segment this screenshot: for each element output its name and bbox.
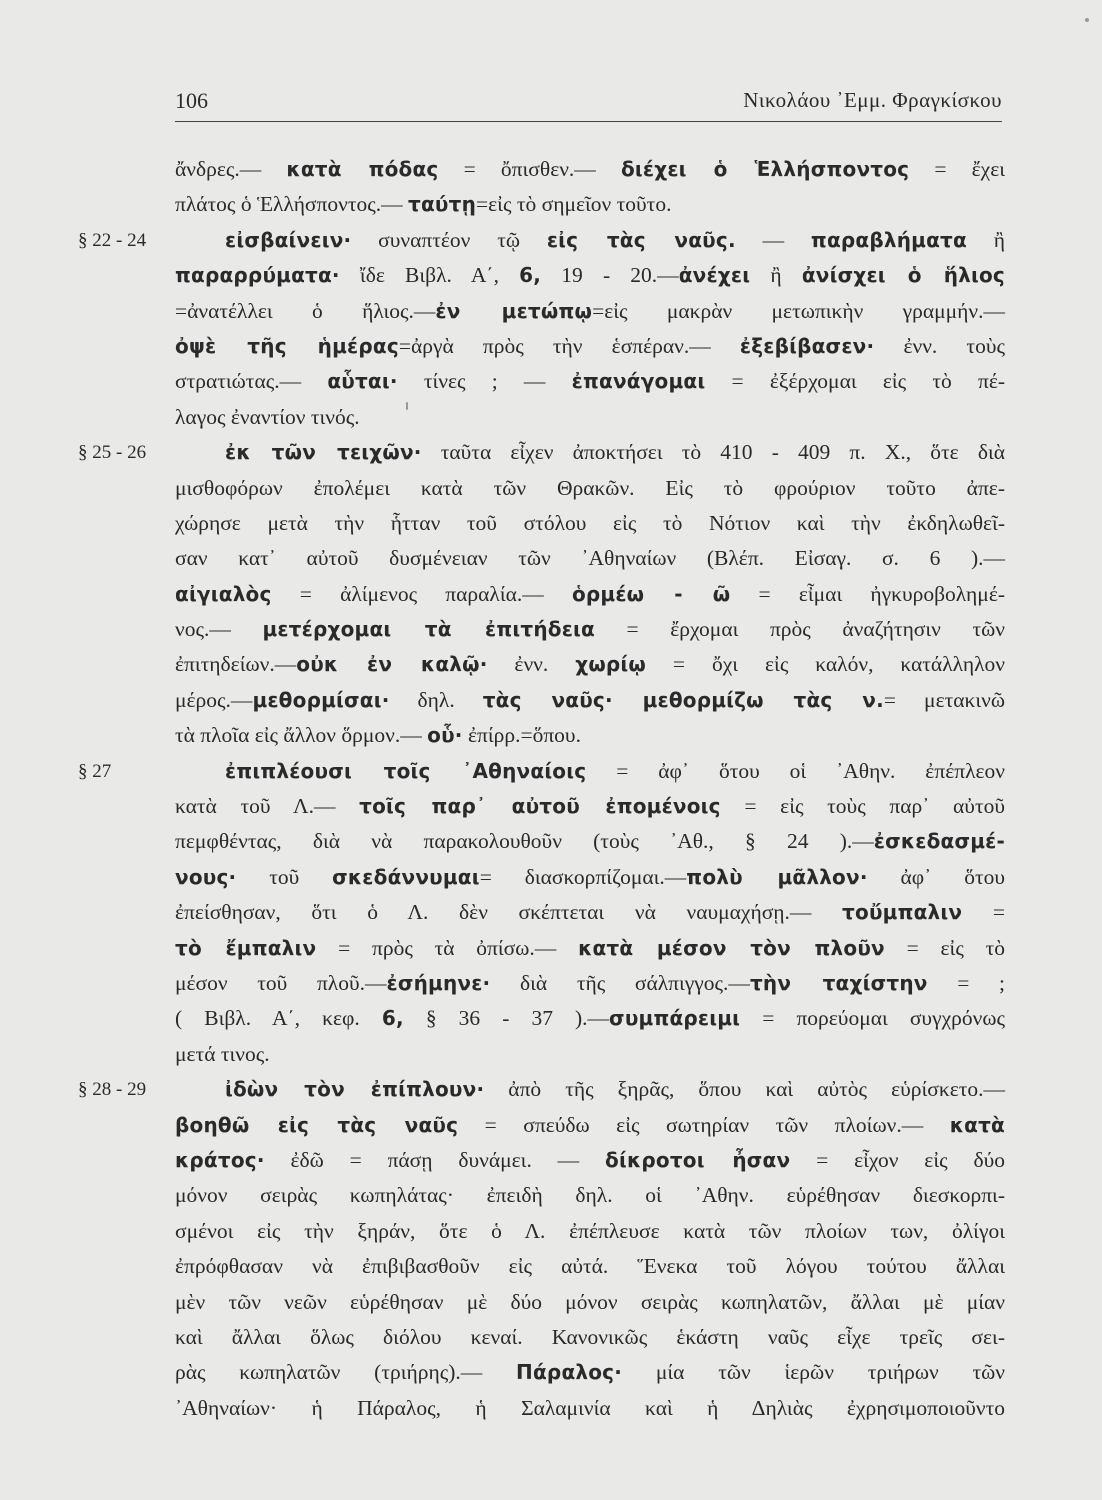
gloss-text: = σπεύδω εἰς σωτηρίαν τῶν πλοίων.—	[458, 1112, 950, 1137]
gloss-text: = πορεύομαι συγχρόνως	[740, 1006, 1005, 1031]
gloss-text: = διασκορπίζομαι.—	[479, 864, 687, 889]
section-number: § 28 - 29	[78, 1079, 147, 1101]
lemma: πολὺ μᾶλλον·	[686, 864, 868, 889]
commentary-body	[78, 152, 1006, 1426]
text-line	[175, 329, 1005, 364]
gloss-text: τίνες ; —	[397, 369, 572, 394]
page-number: 106	[175, 88, 208, 113]
gloss-text: χώρησε μετὰ τὴν ἧτταν τοῦ στόλου εἰς τὸ Νότιον καὶ τὴν ἐκδηλωθεῖ-	[175, 510, 1005, 535]
gloss-text: πεμφθέντας, διὰ νὰ παρακολουθοῦν (τοὺς ᾿Αθ., § 24 ).—	[175, 829, 874, 854]
text-line	[175, 364, 1005, 399]
lemma: ἐσκεδασμέ-	[873, 829, 1005, 854]
text-line	[175, 1001, 1005, 1036]
gloss-text: μέρος.—	[175, 687, 253, 712]
text-line	[175, 506, 1005, 541]
lemma: αὗται·	[327, 369, 398, 394]
gloss-text: ἢ	[750, 263, 802, 288]
gloss-text: ἐπίρρ.=ὅπου.	[462, 723, 581, 748]
gloss-text: μετά τινος.	[175, 1041, 270, 1066]
gloss-text: =εἰς τὸ σημεῖον τοῦτο.	[476, 192, 672, 217]
gloss-text: ἄνδρες.—	[175, 157, 287, 181]
gloss-text: = εἰς τοὺς παρ᾽ αὐτοῦ	[720, 794, 1005, 819]
lemma: 6,	[381, 1006, 404, 1031]
paper-speck	[1085, 18, 1089, 22]
paper-speck	[406, 402, 408, 410]
text-line	[175, 1214, 1005, 1249]
gloss-text: =	[962, 900, 1005, 925]
lemma: ἐκ τῶν τειχῶν·	[225, 440, 422, 465]
gloss-text: ἴδε Βιβλ. Α΄,	[339, 263, 520, 288]
text-line	[175, 789, 1005, 824]
text-line	[175, 824, 1005, 859]
gloss-text: ἐδῶ = πάσῃ δυνάμει. —	[264, 1147, 606, 1172]
gloss-text: = ἀλίμενος παραλία.—	[271, 581, 572, 606]
text-line	[175, 966, 1005, 1001]
lemma: ἀνέχει	[678, 263, 751, 288]
text-line	[175, 187, 1005, 222]
lemma: σκεδάννυμαι	[332, 864, 480, 889]
text-line	[175, 541, 1005, 576]
lemma: ἰδὼν τὸν ἐπίπλουν·	[225, 1077, 485, 1102]
text-line	[175, 400, 1005, 435]
gloss-text: = ὄπισθεν.—	[438, 157, 621, 181]
lemma: τὸ ἔμπαλιν	[175, 935, 317, 960]
text-line	[78, 223, 1005, 258]
gloss-text: συναπτέον τῷ	[351, 227, 547, 252]
gloss-text: στρατιώτας.—	[175, 369, 328, 394]
gloss-text: μὲν τῶν νεῶν εὑρέθησαν μὲ δύο μόνον σειρὰς κωπηλατῶν, ἄλλαι μὲ μίαν	[175, 1289, 1005, 1314]
lemma: παραρρύματα·	[175, 263, 340, 288]
gloss-text: ἀπὸ τῆς ξηρᾶς, ὅπου καὶ αὐτὸς εὑρίσκετο.—	[484, 1077, 1006, 1102]
text-line	[175, 647, 1005, 682]
gloss-text: ρὰς κωπηλατῶν (τριήρης).—	[175, 1360, 517, 1385]
lemma: κατὰ	[949, 1112, 1005, 1137]
lemma: μετέρχομαι τὰ ἐπιτήδεια	[262, 617, 595, 642]
gloss-text: = ἔρχομαι πρὸς ἀναζήτησιν τῶν	[594, 617, 1005, 642]
text-line	[175, 152, 1005, 187]
text-line	[175, 1355, 1005, 1390]
text-line	[175, 1285, 1005, 1320]
gloss-text: =ἀνατέλλει ὁ ἥλιος.—	[175, 298, 436, 323]
text-line	[175, 1320, 1005, 1355]
lemma: ἐν μετώπῳ	[435, 298, 593, 323]
gloss-text: ( Βιβλ. Α΄, κεφ.	[175, 1006, 382, 1031]
text-line	[78, 754, 1005, 789]
gloss-text: καὶ ἄλλαι ὅλως διόλου κεναί. Κανονικῶς ἑκάστη ναῦς εἶχε τρεῖς σει-	[175, 1324, 1005, 1349]
lemma: οὗ·	[427, 723, 463, 748]
running-head: Νικολάου ᾿Εμμ. Φραγκίσκου	[743, 88, 1002, 112]
gloss-text: μόνον σειρὰς κωπηλάτας· ἐπειδὴ δηλ. οἱ ᾿Αθην. εὑρέθησαν διεσκορπι-	[175, 1183, 1005, 1208]
gloss-text: δηλ.	[389, 687, 483, 712]
text-line	[175, 931, 1005, 966]
gloss-text: = ἀφ᾽ ὅτου οἱ ᾿Αθην. ἐπέπλεον	[586, 758, 1005, 783]
gloss-text: λαγος ἐναντίον τινός.	[175, 404, 360, 429]
text-line	[175, 860, 1005, 895]
lemma: διέχει ὁ Ἑλλήσποντος	[620, 157, 910, 181]
lemma: εἰς τὰς ναῦς.	[546, 227, 736, 252]
lemma: οὐκ ἐν καλῷ·	[296, 652, 488, 677]
gloss-text: τοῦ	[236, 864, 333, 889]
gloss-text: σαν κατ᾽ αὐτοῦ δυσμένειαν τῶν ᾿Αθηναίων (Βλέπ. Εἰσαγ. σ. 6 ).—	[175, 546, 1005, 571]
gloss-text: = ἔχει	[909, 157, 1006, 181]
section-number: § 25 - 26	[78, 442, 147, 464]
text-line	[175, 1249, 1005, 1284]
gloss-text: § 36 - 37 ).—	[403, 1006, 610, 1031]
lemma: 6,	[519, 263, 542, 288]
text-line	[175, 1391, 1005, 1426]
text-line	[175, 1178, 1005, 1213]
lemma: ἐπανάγομαι	[571, 369, 706, 394]
gloss-text: = πρὸς τὰ ὀπίσω.—	[316, 935, 579, 960]
lemma: κατὰ μέσον τὸν πλοῦν	[578, 935, 885, 960]
text-line	[175, 612, 1005, 647]
lemma: βοηθῶ εἰς τὰς ναῦς	[175, 1112, 459, 1137]
lemma: εἰσβαίνειν·	[225, 227, 352, 252]
text-line	[175, 471, 1005, 506]
lemma: ὀψὲ τῆς ἡμέρας	[175, 333, 399, 358]
text-line	[175, 1143, 1005, 1178]
lemma: ἐσήμηνε·	[386, 970, 491, 995]
gloss-text: ᾿Αθηναίων· ἡ Πάραλος, ἡ Σαλαμινία καὶ ἡ Δηλιὰς ἐχρησιμοποιοῦντο	[175, 1395, 1005, 1420]
text-line	[175, 718, 1005, 753]
text-line	[175, 895, 1005, 930]
lemma: ἐξεβίβασεν·	[739, 333, 875, 358]
lemma: συμπάρειμι	[609, 1006, 741, 1031]
gloss-text: =εἰς μακρὰν μετωπικὴν γραμμήν.—	[592, 298, 1006, 323]
gloss-text: ἐπείσθησαν, ὅτι ὁ Λ. δὲν σκέπτεται νὰ ναυμαχήσῃ.—	[175, 900, 843, 925]
gloss-text: = ἐξέρχομαι εἰς τὸ πέ-	[705, 369, 1006, 394]
lemma: τοὔμπαλιν	[842, 900, 963, 925]
lemma: κράτος·	[175, 1147, 265, 1172]
text-line	[175, 258, 1005, 293]
text-line	[175, 1108, 1005, 1143]
gloss-text: —	[735, 227, 811, 252]
gloss-text: = ;	[927, 970, 1006, 995]
text-line	[175, 683, 1005, 718]
lemma: ἀνίσχει ὁ ἥλιος	[801, 263, 1005, 288]
gloss-text: τὰ πλοῖα εἰς ἄλλον ὅρμον.—	[175, 723, 428, 748]
gloss-text: ἐνν. τοὺς	[874, 333, 1005, 358]
gloss-text: = ὄχι εἰς καλόν, κατάλληλον	[646, 652, 1005, 677]
page-header	[175, 88, 1002, 122]
gloss-text: ἐπρόφθασαν νὰ ἐπιβιβασθοῦν εἰς αὐτά. Ἕνεκα τοῦ λόγου τούτου ἄλλαι	[175, 1254, 1005, 1279]
gloss-text: 19 - 20.—	[541, 263, 679, 288]
gloss-text: μέσον τοῦ πλοῦ.—	[175, 970, 387, 995]
gloss-text: = εἶχον εἰς δύο	[790, 1147, 1005, 1172]
lemma: παραβλήματα	[810, 227, 967, 252]
lemma: τὴν ταχίστην	[749, 970, 928, 995]
lemma: ἐπιπλέουσι τοῖς ᾿Αθηναίοις	[225, 758, 587, 783]
gloss-text: ἢ	[966, 227, 1005, 252]
gloss-text: ἀφ᾽ ὅτου	[867, 864, 1005, 889]
gloss-text: πλάτος ὁ Ἑλλήσποντος.—	[175, 192, 409, 217]
gloss-text: =ἀργὰ πρὸς τὴν ἑσπέραν.—	[398, 333, 740, 358]
gloss-text: ἐπιτηδείων.—	[175, 652, 297, 677]
gloss-text: νος.—	[175, 617, 263, 642]
gloss-text: διὰ τῆς σάλπιγγος.—	[490, 970, 750, 995]
text-line	[175, 577, 1005, 612]
text-line	[78, 1072, 1006, 1107]
lemma: τὰς ναῦς· μεθορμίζω τὰς ν.	[482, 687, 884, 712]
lemma: τοῖς παρ᾽ αὐτοῦ ἐπομένοις	[359, 794, 721, 819]
lemma: ὁρμέω - ῶ	[571, 581, 731, 606]
gloss-text: κατὰ τοῦ Λ.—	[175, 794, 360, 819]
gloss-text: μισθοφόρων ἐπολέμει κατὰ τῶν Θρακῶν. Εἰς τὸ φρούριον τοῦτο ἀπε-	[175, 475, 1005, 500]
header-rule	[175, 121, 1002, 122]
gloss-text: = εἰς τὸ	[884, 935, 1005, 960]
lemma: χωρίῳ	[575, 652, 646, 677]
lemma: νους·	[175, 864, 237, 889]
text-line	[175, 1037, 1005, 1072]
gloss-text: μία τῶν ἱερῶν τριήρων τῶν	[622, 1360, 1005, 1385]
lemma: Πάραλος·	[516, 1360, 623, 1385]
lemma: κατὰ πόδας	[286, 157, 439, 181]
section-number: § 22 - 24	[78, 229, 147, 251]
text-line	[175, 294, 1005, 329]
lemma: ταύτῃ	[408, 192, 477, 217]
lemma: αἰγιαλὸς	[175, 581, 272, 606]
gloss-text: = εἶμαι ἠγκυροβολημέ-	[730, 581, 1006, 606]
section-number: § 27	[78, 760, 112, 782]
gloss-text: ταῦτα εἶχεν ἀποκτήσει τὸ 410 - 409 π. Χ., ὅτε διὰ	[421, 440, 1006, 465]
lemma: μεθορμίσαι·	[252, 687, 390, 712]
text-line	[78, 435, 1006, 470]
gloss-text: = μετακινῶ	[883, 687, 1005, 712]
gloss-text: σμένοι εἰς τὴν ξηράν, ὅτε ὁ Λ. ἐπέπλευσε κατὰ τῶν πλοίων των, ὀλίγοι	[175, 1218, 1005, 1243]
gloss-text: ἐνν.	[487, 652, 576, 677]
lemma: δίκροτοι ἦσαν	[605, 1147, 791, 1172]
